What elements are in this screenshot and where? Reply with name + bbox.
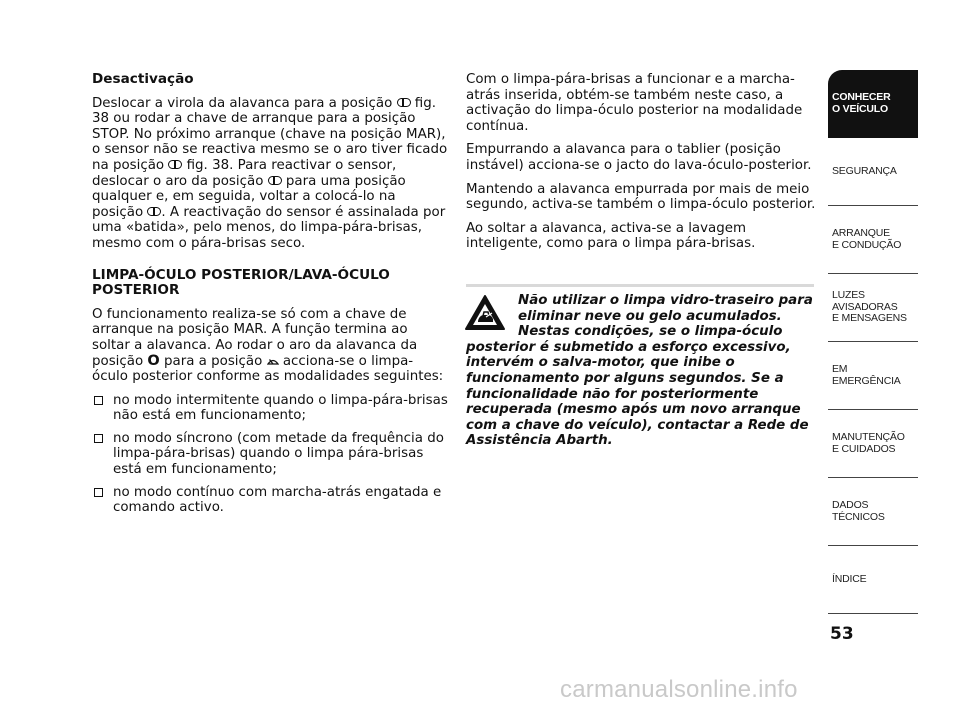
- sidebar-tab-indice[interactable]: ÍNDICE: [828, 546, 918, 614]
- watermark: carmanualsonline.info: [560, 676, 798, 703]
- sidebar-tab-em-emergencia[interactable]: EM EMERGÊNCIA: [828, 342, 918, 410]
- right-paragraph: Mantendo a alavanca empurrada por mais de meio segundo, activa-se também o limpa-óculo posterior.: [466, 181, 816, 213]
- checkbox-bullet-icon: [94, 488, 103, 497]
- sidebar-tab-dados-tecnicos[interactable]: DADOS TÉCNICOS: [828, 478, 918, 546]
- checkbox-bullet-icon: [94, 434, 103, 443]
- sidebar-tab-seguranca[interactable]: SEGURANÇA: [828, 138, 918, 206]
- para-desactivacao: Deslocar a virola da alavanca para a posição fig. 38 ou rodar a chave de arranque para a posição STOP. No próximo arranque (chave na posição MAR), o sensor não se reactiva mesmo se o aro tiver ficado na posição fig. 38. Para reactivar o sensor, deslocar o aro da posição para uma posição qualquer e, em seguida, voltar a colocá-lo na posição . A reactivação do sensor é assinalada por uma «batida», pelo menos, do limpa-pára-brisas, mesmo com o pára-brisas seco.: [92, 95, 448, 251]
- rear-wiper-icon: [267, 356, 279, 366]
- chapter-sidebar: [828, 70, 918, 614]
- right-paragraph: Empurrando a alavanca para o tablier (posição instável) acciona-se o jacto do lava-óculo-posterior.: [466, 142, 812, 173]
- checkbox-bullet-icon: [94, 396, 103, 405]
- heading-desactivacao: Desactivação: [92, 71, 194, 87]
- list-item: no modo intermitente quando o limpa-pára-brisas não está em funcionamento;: [92, 393, 448, 424]
- right-column: [466, 72, 816, 260]
- lever-position-symbol-icon: [147, 207, 161, 216]
- page-number: 53: [830, 624, 854, 644]
- right-paragraph: Ao soltar a alavanca, activa-se a lavagem inteligente, como para o limpa pára-brisas.: [466, 220, 756, 252]
- warning-text: Não utilizar o limpa vidro-traseiro para eliminar neve ou gelo acumulados. Nestas condições, se o limpa-óculo posterior é submetido a esforço excessivo, intervém o salva-motor, que inibe o funcionamento por alguns segundos. Se a funcionalidade não for posteriormente recuperada (mesmo após um novo arranque com a chave do veículo), contactar a Rede de Assistência Abarth.: [466, 293, 813, 449]
- list-item: no modo contínuo com marcha-atrás engatada e comando activo.: [92, 485, 448, 516]
- lever-position-symbol-icon: [268, 176, 282, 185]
- sidebar-tab-arranque-e-conducao[interactable]: ARRANQUE E CONDUÇÃO: [828, 206, 918, 274]
- lever-position-symbol-icon: [397, 98, 411, 107]
- warning-divider: [466, 284, 814, 287]
- sidebar-tab-luzes-avisadoras[interactable]: LUZES AVISADORAS E MENSAGENS: [828, 274, 918, 342]
- sidebar-tab-conhecer-o-veiculo[interactable]: CONHECER O VEÍCULO: [828, 70, 918, 138]
- list-item: no modo síncrono (com metade da frequência do limpa-pára-brisas) quando o limpa pára-brisas está em funcionamento;: [92, 431, 448, 478]
- position-o-label: O: [147, 352, 160, 369]
- modes-list: [92, 393, 448, 516]
- sidebar-tab-manutencao[interactable]: MANUTENÇÃO E CUIDADOS: [828, 410, 918, 478]
- para-limpa-oculo: O funcionamento realiza-se só com a chave de arranque na posição MAR. A função termina ao soltar a alavanca. Ao rodar o aro da alavanca da posição O para a posição acciona-se o limpa-óculo posterior conforme as modalidades seguintes:: [92, 306, 444, 385]
- left-column: [92, 72, 448, 523]
- lever-position-symbol-icon: [168, 160, 182, 169]
- heading-limpa-oculo: LIMPA-ÓCULO POSTERIOR/LAVA-ÓCULO POSTERIOR: [92, 266, 390, 299]
- right-paragraph: Com o limpa-pára-brisas a funcionar e a marcha-atrás inserida, obtém-se também neste caso, a activação do limpa-óculo posterior na modalidade contínua.: [466, 72, 803, 134]
